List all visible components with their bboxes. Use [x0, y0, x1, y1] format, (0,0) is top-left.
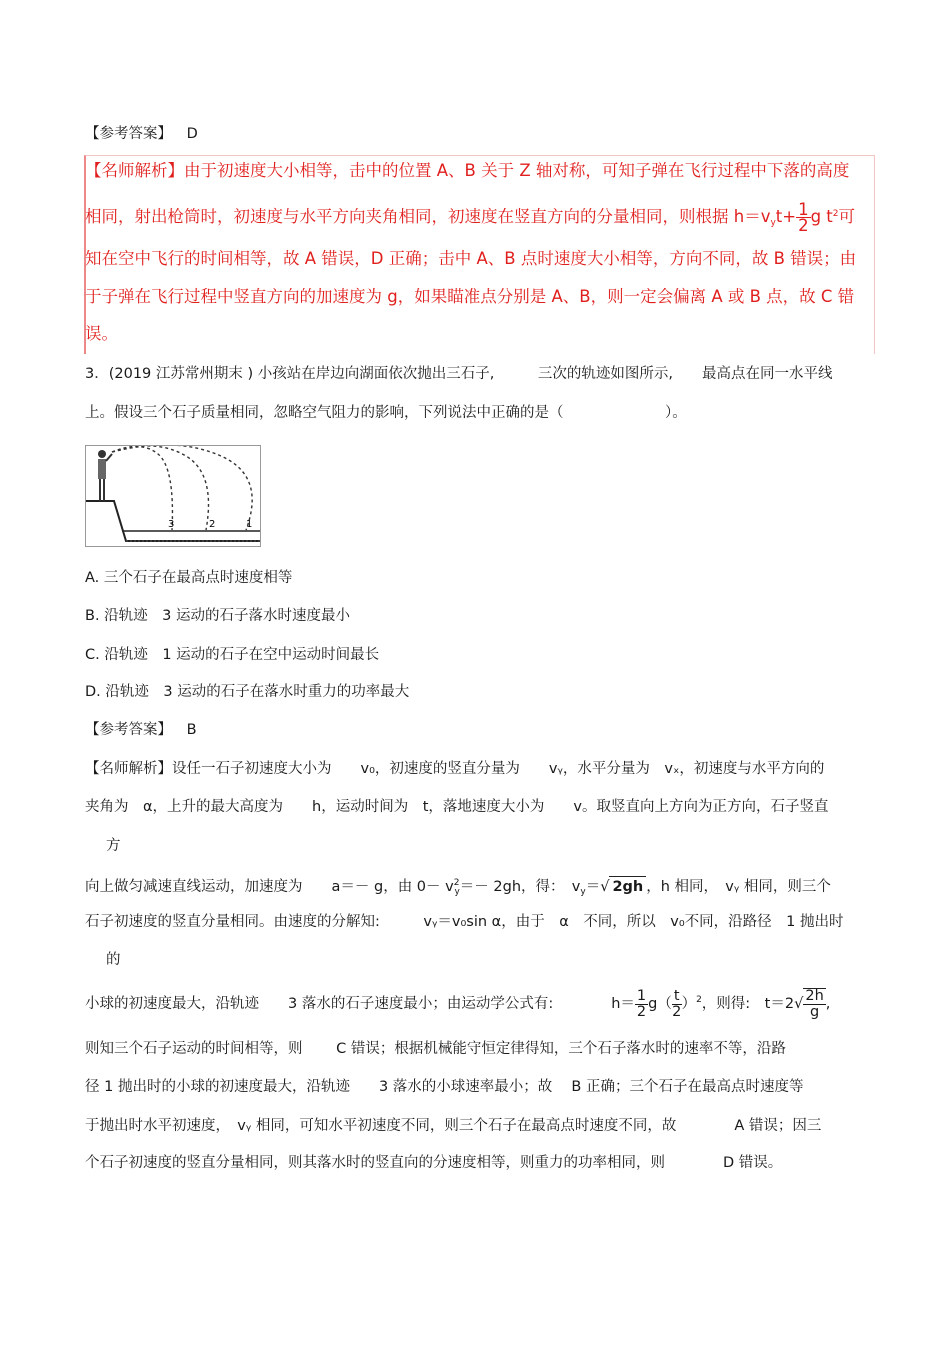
sqrt-2gh: 2gh — [609, 876, 646, 897]
explanation-line-7: 小球的初速度最大，沿轨迹 3 落水的石子速度最小；由运动学公式有: h＝ $\frac{1}{2}$ g（ $\frac{t}{2}$ ）$^2$，则得: t＝2√ $\frac{2h}{g}$ , — [85, 987, 831, 1020]
answer-value: B — [186, 722, 197, 738]
answer-label: 【参考答案】 — [85, 126, 172, 142]
trajectory-label-2: 2 — [209, 519, 216, 530]
option-c: C. 沿轨迹 1 运动的石子在空中运动时间最长 — [85, 647, 380, 663]
trajectory-2 — [112, 446, 209, 530]
analysis-line-5: 误。 — [85, 324, 118, 343]
answer-line-q3 — [85, 720, 197, 740]
explanation-line-3: 方 — [106, 838, 121, 854]
trajectory-3 — [112, 446, 175, 530]
explanation-line-6: 的 — [106, 952, 121, 968]
child-head — [98, 450, 106, 458]
explanation-line-10: 于抛出时水平初速度， vᵧ 相同，可知水平初速度不同，则三个石子在最高点时速度不同，故 A 错误；因三 — [85, 1118, 822, 1134]
trajectory-label-3: 3 — [168, 519, 175, 530]
question-stem-line-2: 上。假设三个石子质量相同，忽略空气阻力的影响，下列说法中正确的是（ ）。 — [85, 405, 687, 421]
question-stem-line-1: 3．(2019 江苏常州期末 ) 小孩站在岸边向湖面依次抛出三石子, 三次的轨迹如图所示, 最高点在同一水平线 — [85, 366, 833, 382]
answer-value: D — [186, 126, 198, 142]
analysis-line-1: 【名师解析】由于初速度大小相等，击中的位置 A、B 关于 Z 轴对称，可知子弹在飞行过程中下落的高度 — [85, 161, 850, 180]
analysis-line-2: 相同，射出枪筒时，初速度与水平方向夹角相同，初速度在竖直方向的分量相同，则根据 $h=v_yt+$ $\frac{1}{2}$ g $t^2$可 — [85, 200, 856, 235]
explanation-line-1: 【名师解析】设任一石子初速度大小为 v₀，初速度的竖直分量为 vᵧ，水平分量为 vₓ，初速度与水平方向的 — [85, 761, 825, 777]
explanation-line-8: 则知三个石子运动的时间相等，则 C 错误；根据机械能守恒定律得知，三个石子落水时的速率不等，沿路 — [85, 1041, 786, 1057]
answer-label: 【参考答案】 — [85, 722, 172, 738]
explanation-line-9: 径 1 抛出时的小球的初速度最大，沿轨迹 3 落水的小球速率最小；故 B 正确；三个石子在最高点时速度等 — [85, 1079, 804, 1095]
explanation-line-5: 石子初速度的竖直分量相同。由速度的分解知: vᵧ＝v₀sin α，由于 α 不同，所以 v₀不同，沿路径 1 抛出时 — [85, 914, 844, 930]
analysis-line-3: 知在空中飞行的时间相等，故 A 错误，D 正确；击中 A、B 点时速度大小相等，方向不同，故 B 错误；由 — [85, 249, 857, 268]
trajectory-figure — [85, 445, 261, 547]
explanation-line-2: 夹角为 α，上升的最大高度为 h，运动时间为 t，落地速度大小为 v。取竖直向上方向为正方向，石子竖直 — [85, 799, 829, 815]
answer-line-q2 — [85, 124, 198, 144]
option-b: B. 沿轨迹 3 运动的石子落水时速度最小 — [85, 608, 350, 624]
trajectory-label-1: 1 — [246, 519, 253, 530]
fraction-half: $\frac{1}{2}$ — [798, 200, 809, 235]
option-d: D. 沿轨迹 3 运动的石子在落水时重力的功率最大 — [85, 684, 410, 700]
explanation-line-4: 向上做匀减速直线运动，加速度为 a＝－ g，由 $0- v^2_y=- 2gh$，得： $v_y=√$ 2gh ，h 相同， vᵧ 相同，则三个 — [85, 878, 831, 897]
analysis-label: 【名师解析】 — [85, 161, 184, 180]
fraction-t-over-2: $\frac{t}{2}$ — [672, 987, 682, 1020]
fraction-2h-over-g: $\frac{2h}{g}$ — [805, 988, 824, 1020]
option-a: A. 三个石子在最高点时速度相等 — [85, 570, 293, 586]
child-body — [98, 459, 106, 479]
explanation-line-11: 个石子初速度的竖直分量相同，则其落水时的竖直向的分速度相等，则重力的功率相同，则 D 错误。 — [85, 1155, 783, 1171]
analysis-line-4: 于子弹在飞行过程中竖直方向的加速度为 g，如果瞄准点分别是 A、B，则一定会偏离 A 或 B 点，故 C 错 — [85, 287, 855, 306]
child-arm — [106, 454, 112, 461]
trajectory-1 — [112, 446, 252, 530]
fraction-half: $\frac{1}{2}$ — [636, 987, 647, 1020]
trajectory-diagram — [86, 446, 260, 546]
